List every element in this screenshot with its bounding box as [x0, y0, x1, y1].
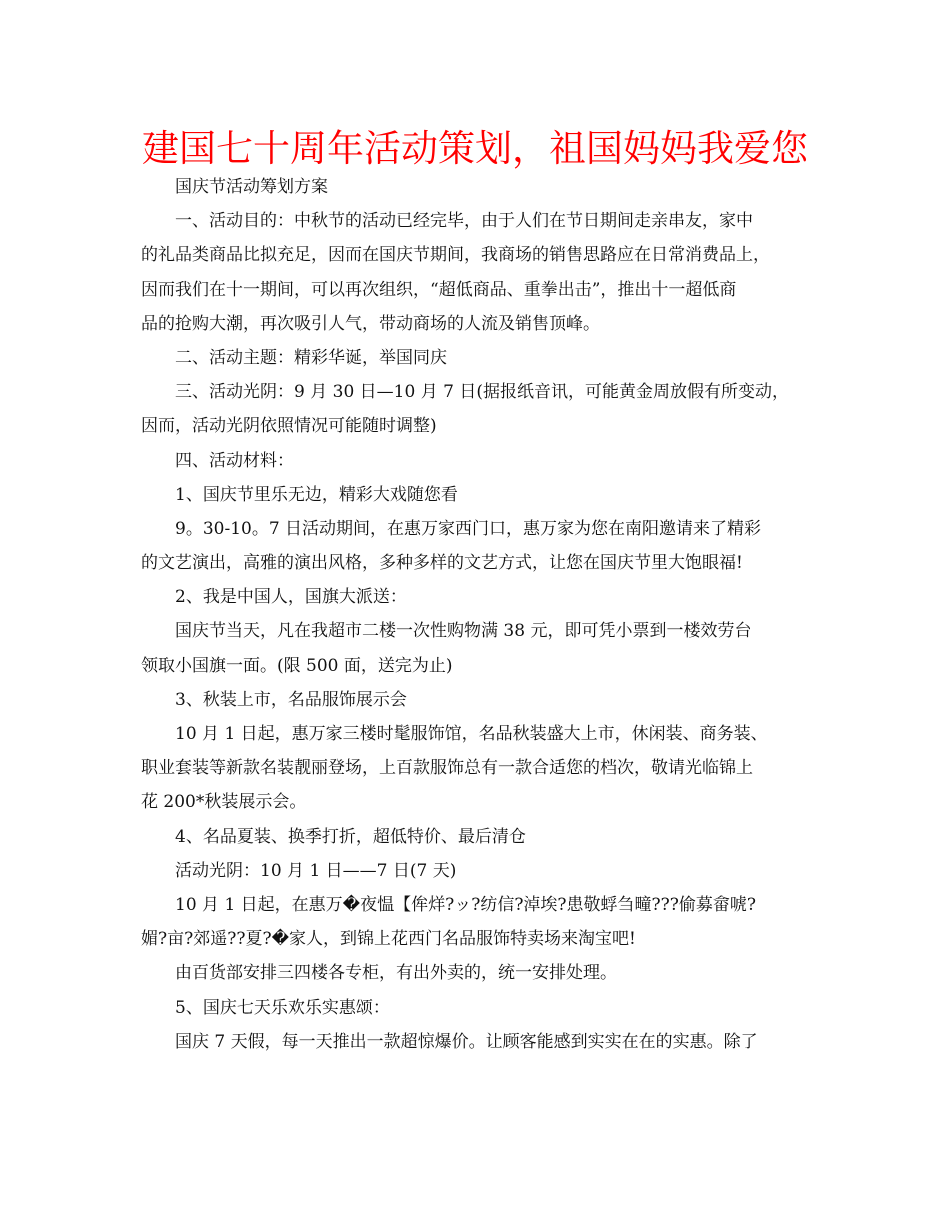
- text-line: 1、国庆节里乐无边，精彩大戏随您看: [175, 484, 458, 505]
- text-line: 二、活动主题：精彩华诞，举国同庆: [175, 347, 447, 368]
- text-line: 的文艺演出，高雅的演出风格，多种多样的文艺方式，让您在国庆节里大饱眼福!: [141, 553, 743, 574]
- text-line: 9。30-10。7 日活动期间，在惠万家西门口，惠万家为您在南阳邀请来了精彩: [175, 518, 762, 539]
- document-body: [141, 170, 821, 1059]
- text-line: 四、活动材料：: [175, 450, 294, 471]
- text-line: 活动光阴：10 月 1 日——7 日(7 天): [175, 860, 457, 881]
- text-line: 10 月 1 日起，惠万家三楼时髦服饰馆，名品秋装盛大上市，休闲装、商务装、: [175, 724, 768, 744]
- text-line: 品的抢购大潮，再次吸引人气，带动商场的人流及销售顶峰。: [141, 313, 600, 334]
- text-line: 国庆节活动筹划方案: [175, 177, 328, 197]
- text-line: 由百货部安排三四楼各专柜，有出外卖的，统一安排处理。: [175, 963, 617, 984]
- text-line: 一、活动目的：中秋节的活动已经完毕，由于人们在节日期间走亲串友，家中: [175, 211, 753, 232]
- text-line: 国庆节当天，凡在我超市二楼一次性购物满 38 元，即可凭小票到一楼效劳台: [175, 621, 752, 642]
- text-line: 5、国庆七天乐欢乐实惠颂：: [175, 997, 390, 1018]
- text-line: 三、活动光阴：9 月 30 日—10 月 7 日(据报纸音讯，可能黄金周放假有所变动，: [175, 382, 789, 403]
- text-line: 国庆 7 天假，每一天推出一款超惊爆价。让顾客能感到实实在在的实惠。除了: [175, 1031, 758, 1052]
- text-line: 媚?亩?郊遥??夏?�家人，到锦上花西门名品服饰特卖场来淘宝吧!: [141, 929, 636, 950]
- document-title: 建国七十周年活动策划，祖国妈妈我爱您: [142, 127, 808, 170]
- text-line: 领取小国旗一面。(限 500 面，送完为止): [141, 655, 453, 676]
- text-line: 4、名品夏装、换季打折，超低特价、最后清仓: [175, 826, 526, 847]
- text-line: 因而我们在十一期间，可以再次组织，“超低商品、重拳出击”，推出十一超低商: [141, 279, 737, 300]
- text-line: 花 200*秋装展示会。: [141, 792, 307, 813]
- text-line: 因而，活动光阴依照情况可能随时调整): [141, 416, 437, 437]
- text-line: 10 月 1 日起，在惠万�夜愠【侔烊?ッ?纺信?淖埃?患敬蜉刍疃???偷募畲唬?: [175, 894, 757, 915]
- text-line: 3、秋装上市，名品服饰展示会: [175, 689, 407, 710]
- text-line: 的礼品类商品比拟充足，因而在国庆节期间，我商场的销售思路应在日常消费品上，: [141, 245, 770, 266]
- text-line: 2、我是中国人，国旗大派送：: [175, 587, 407, 608]
- text-line: 职业套装等新款名装靓丽登场，上百款服饰总有一款合适您的档次，敬请光临锦上: [141, 758, 753, 779]
